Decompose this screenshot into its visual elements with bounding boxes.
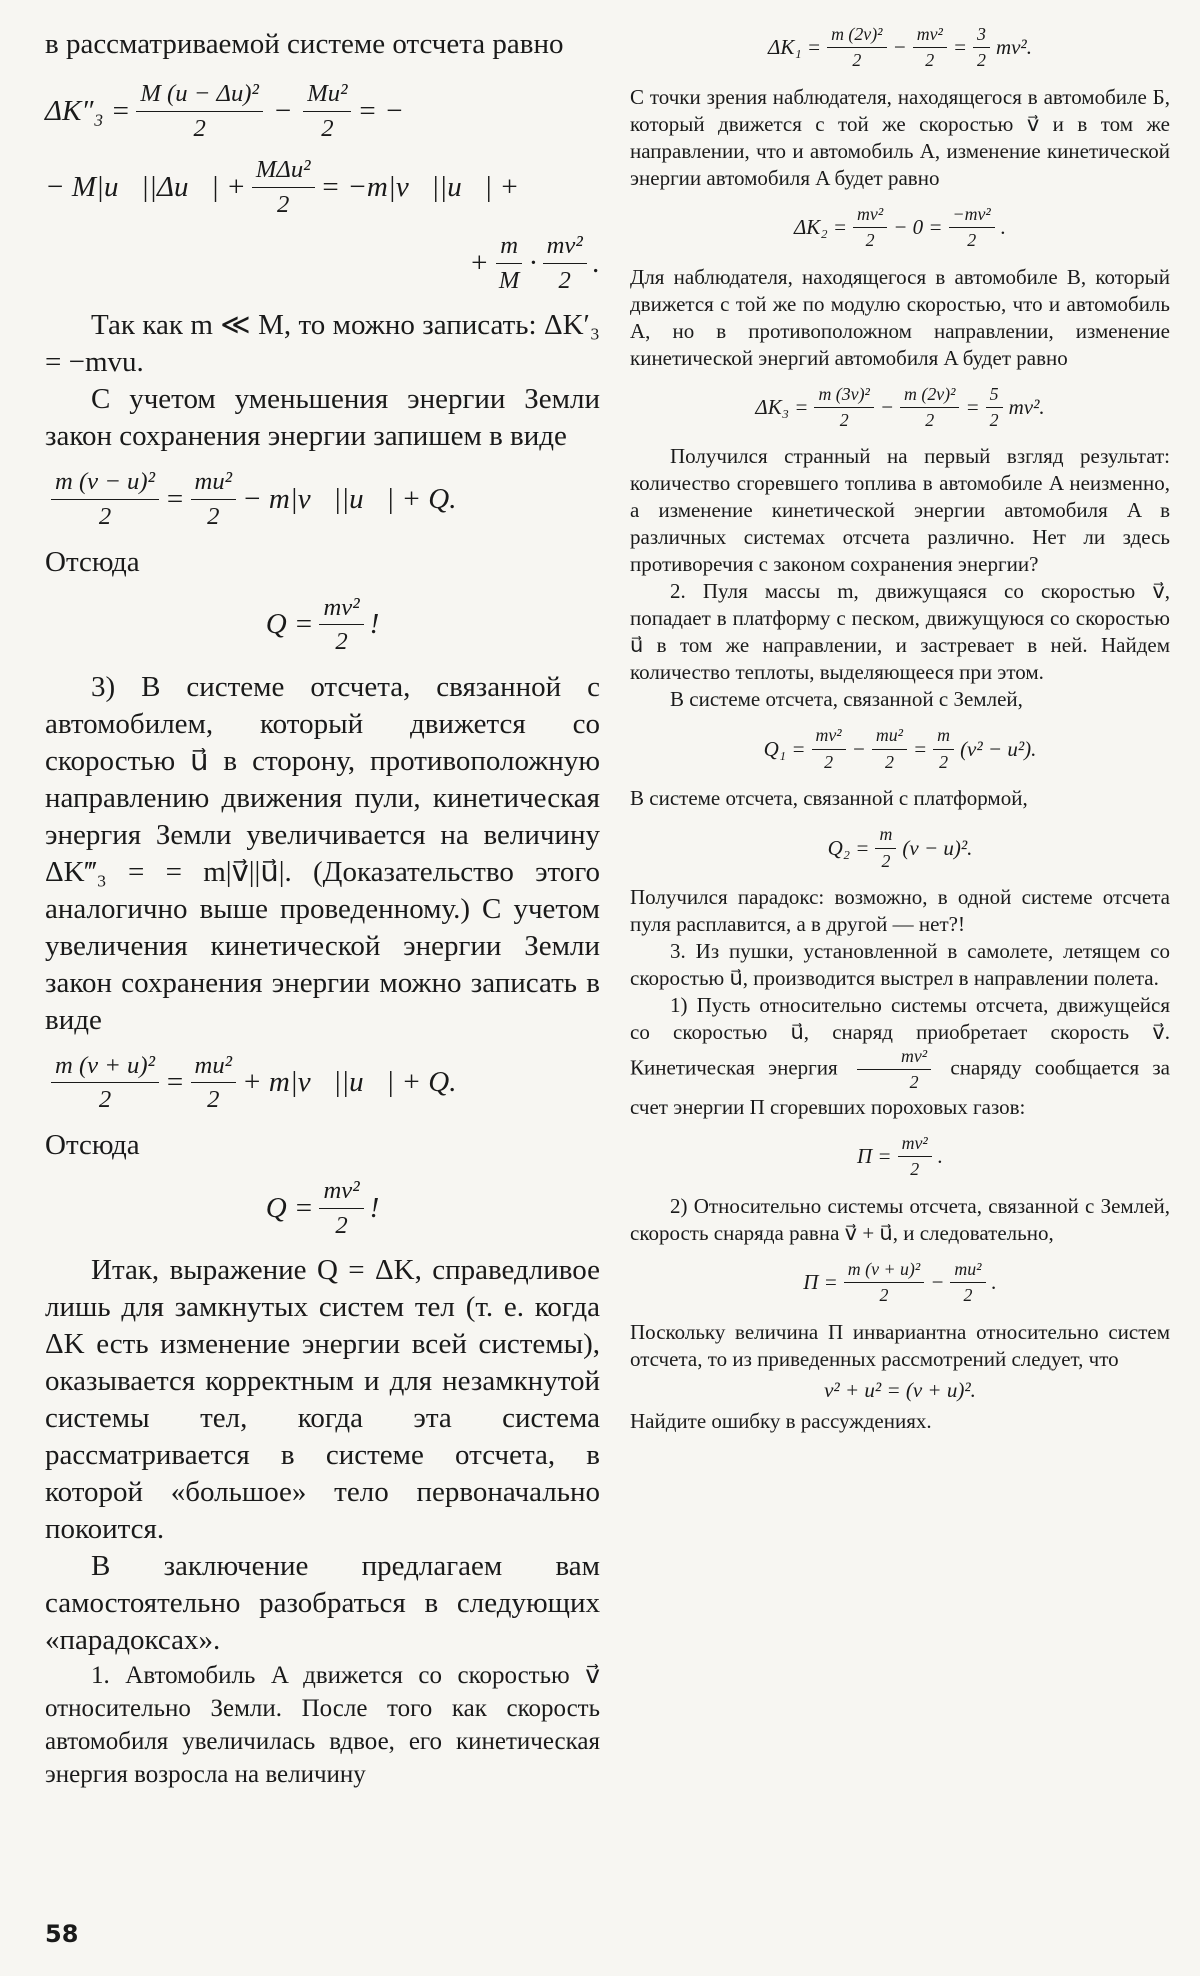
equation bbox=[45, 1176, 600, 1240]
numerator: mu² bbox=[191, 1051, 237, 1084]
fraction bbox=[252, 155, 315, 219]
denominator: 2 bbox=[909, 1072, 919, 1093]
denominator: 2 bbox=[824, 751, 834, 772]
denominator: 2 bbox=[925, 410, 935, 431]
eq-text: = bbox=[164, 483, 185, 516]
equation bbox=[630, 204, 1170, 252]
equation bbox=[45, 155, 600, 219]
denominator: 2 bbox=[884, 751, 894, 772]
fraction bbox=[913, 24, 947, 72]
eq-text: = − bbox=[357, 94, 404, 127]
paragraph: С учетом уменьшения энергии Земли закон сохранения энергии запишем в виде bbox=[45, 383, 600, 453]
numerator: mv² bbox=[543, 231, 587, 264]
denominator: 2 bbox=[865, 230, 875, 251]
text-span: 1) Пусть относительно системы отсчета, движущейся со скоростью u⃗, снаряд приобретает скорость v⃗. Кинетическая энергия bbox=[630, 993, 1170, 1080]
fraction bbox=[844, 1259, 924, 1307]
numerator: m (v + u)² bbox=[844, 1259, 924, 1283]
paragraph: 2. Пуля массы m, движущаяся со скоростью v⃗, попадает в платформу с песком, движущуюся со скоростью u⃗ в том же направлении, и застревает в ней. Найдем количество теплоты, выделяющееся при этом. bbox=[630, 579, 1170, 685]
eq-text: − m|v⃗||u⃗| + Q. bbox=[242, 483, 457, 516]
right-column bbox=[630, 0, 1170, 1435]
denominator: 2 bbox=[558, 266, 571, 294]
numerator: mv² bbox=[812, 725, 846, 749]
paragraph: 1. Автомобиль A движется со скоростью v⃗ относительно Земли. После того как скорость автомобиля увеличилась вдвое, его кинетическая энергия возросла на величину bbox=[45, 1662, 600, 1789]
fraction bbox=[853, 204, 887, 252]
eq-text: ΔK₂ = bbox=[793, 215, 848, 240]
eq-text: · bbox=[529, 246, 537, 279]
eq-text: mv². bbox=[1008, 395, 1045, 420]
eq-text: mv². bbox=[995, 35, 1032, 60]
fraction bbox=[812, 725, 846, 773]
numerator: m (2v)² bbox=[827, 24, 886, 48]
numerator: −mv² bbox=[949, 204, 995, 228]
paragraph: Получился парадокс: возможно, в одной системе отсчета пуля расплавится, а в другой — нет?! bbox=[630, 885, 1170, 937]
eq-text: . bbox=[991, 1270, 997, 1295]
denominator: 2 bbox=[852, 50, 862, 71]
fraction bbox=[827, 24, 886, 72]
eq-text: = bbox=[952, 35, 968, 60]
numerator: mv² bbox=[853, 204, 887, 228]
numerator: 3 bbox=[973, 24, 990, 48]
numerator: m (3v)² bbox=[814, 384, 873, 408]
denominator: M bbox=[498, 266, 520, 294]
denominator: 2 bbox=[967, 230, 977, 251]
fraction bbox=[973, 24, 990, 72]
eq-text: = bbox=[913, 736, 928, 761]
denominator: 2 bbox=[335, 1211, 348, 1239]
numerator: mu² bbox=[950, 1259, 985, 1283]
denominator: 2 bbox=[989, 410, 999, 431]
fraction bbox=[857, 1046, 931, 1094]
fraction bbox=[51, 467, 159, 531]
fraction bbox=[900, 384, 959, 432]
fraction bbox=[986, 384, 1003, 432]
numerator: mu² bbox=[872, 725, 907, 749]
denominator: 2 bbox=[963, 1285, 973, 1306]
eq-text: + m|v⃗||u⃗| + Q. bbox=[242, 1066, 457, 1099]
eq-text: Q₂ = bbox=[827, 835, 870, 860]
numerator: mv² bbox=[913, 24, 947, 48]
fraction bbox=[949, 204, 995, 252]
numerator: mv² bbox=[857, 1046, 931, 1070]
paragraph: Поскольку величина П инвариантна относительно систем отсчета, то из приведенных рассмотрений следует, что bbox=[630, 1319, 1170, 1371]
numerator: mv² bbox=[319, 593, 363, 626]
eq-text: . bbox=[937, 1144, 943, 1169]
fraction bbox=[51, 1051, 159, 1115]
paragraph: 2) Относительно системы отсчета, связанной с Землей, скорость снаряда равна v⃗ + u⃗, и следовательно, bbox=[630, 1193, 1170, 1245]
eq-text: ! bbox=[369, 608, 380, 641]
fraction bbox=[814, 384, 873, 432]
numerator: m (2v)² bbox=[900, 384, 959, 408]
eq-text: . bbox=[1000, 215, 1006, 240]
eq-text: Q = bbox=[265, 608, 314, 641]
fraction bbox=[543, 231, 587, 295]
denominator: 2 bbox=[98, 503, 112, 531]
eq-text: П = bbox=[803, 1270, 838, 1295]
fraction bbox=[191, 1051, 237, 1115]
numerator: mu² bbox=[191, 467, 237, 500]
paragraph: В системе отсчета, связанной с Землей, bbox=[670, 687, 1023, 712]
paragraph: в рассматриваемой системе отсчета равно bbox=[45, 28, 564, 60]
eq-text: − bbox=[892, 35, 907, 60]
denominator: 2 bbox=[910, 1159, 920, 1180]
eq-text: − bbox=[851, 736, 866, 761]
text-span: снаряду сообщается за счет энергии П сгоревших пороховых газов: bbox=[630, 1055, 1171, 1119]
denominator: 2 bbox=[939, 751, 949, 772]
equation bbox=[630, 384, 1170, 432]
fraction bbox=[191, 467, 237, 531]
eq-text: + bbox=[469, 246, 489, 279]
paragraph: 3) В системе отсчета, связанной с автомобилем, который движется со скоростью u⃗ в сторону, противоположную направлению движения пули, кинетическая энергия Земли увеличивается на величину ΔK‴₃ = = m|v⃗||u⃗|. (Доказательство этого аналогично выше проведенному.) С учетом увеличения кинетической энергии Земли закон сохранения энергии можно записать в виде bbox=[45, 670, 600, 1036]
equation bbox=[630, 24, 1170, 72]
paragraph: Для наблюдателя, находящегося в автомобиле B, который движется с той же по модулю скоростью, что и автомобиль A, но в противоположном направлении, изменение кинетической энергий автомобиля A будет равно bbox=[630, 264, 1170, 370]
denominator: 2 bbox=[335, 628, 348, 656]
numerator: MΔu² bbox=[252, 155, 315, 188]
eq-text: = bbox=[965, 395, 980, 420]
numerator: m (v + u)² bbox=[51, 1051, 159, 1084]
denominator: 2 bbox=[881, 850, 891, 871]
numerator: mv² bbox=[898, 1133, 932, 1157]
fraction bbox=[319, 593, 363, 657]
equation bbox=[45, 467, 600, 531]
numerator: m (v − u)² bbox=[51, 467, 159, 500]
fraction bbox=[898, 1133, 932, 1181]
numerator: m bbox=[875, 824, 896, 848]
fraction bbox=[303, 79, 351, 143]
fraction bbox=[950, 1259, 985, 1307]
paragraph: Отсюда bbox=[45, 545, 140, 578]
denominator: 2 bbox=[321, 114, 334, 142]
paragraph: Так как m ≪ M, то можно записать: ΔK′₃ = −mvu. bbox=[45, 309, 600, 379]
equation: v² + u² = (v + u)². bbox=[824, 1377, 976, 1402]
denominator: 2 bbox=[839, 410, 849, 431]
denominator: 2 bbox=[207, 1086, 220, 1114]
eq-text: Q = bbox=[265, 1191, 314, 1224]
numerator: M (u − Δu)² bbox=[136, 79, 263, 112]
fraction bbox=[872, 725, 907, 773]
eq-text: = bbox=[164, 1066, 185, 1099]
paragraph: В системе отсчета, связанной с платформой, bbox=[630, 786, 1028, 811]
eq-text: ΔK₃ = bbox=[755, 395, 809, 420]
fraction bbox=[875, 824, 896, 872]
equation bbox=[630, 1259, 1170, 1307]
eq-text: ΔK₁ = bbox=[768, 35, 822, 60]
fraction bbox=[933, 725, 954, 773]
eq-text: . bbox=[592, 246, 600, 279]
fraction bbox=[319, 1176, 363, 1240]
paragraph bbox=[630, 992, 1170, 1121]
paragraph: Отсюда bbox=[45, 1128, 140, 1161]
numerator: Mu² bbox=[303, 79, 351, 112]
equation bbox=[630, 1133, 1170, 1181]
paragraph: В заключение предлагаем вам самостоятельно разобраться в следующих «парадоксах». bbox=[45, 1550, 600, 1657]
denominator: 2 bbox=[207, 503, 220, 531]
eq-text: − 0 = bbox=[893, 215, 943, 240]
denominator: 2 bbox=[98, 1086, 112, 1114]
paragraph: 3. Из пушки, установленной в самолете, летящем со скоростью u⃗, производится выстрел в направлении полета. bbox=[630, 939, 1170, 991]
paragraph: Получился странный на первый взгляд результат: количество сгоревшего топлива в автомобиле A неизменно, а изменение кинетической энергии автомобиля A в различных системах отсчета различно. Нет ли здесь противоречия с законом сохранения энергии? bbox=[630, 444, 1170, 577]
paragraph: Итак, выражение Q = ΔK, справедливое лишь для замкнутых систем тел (т. е. когда ΔK есть изменение энергии всей системы), оказывается корректным и для незамкнутой системы тел, когда эта система рассматривается в системе отсчета, в которой «большое» тело первоначально покоится. bbox=[45, 1254, 600, 1546]
equation bbox=[630, 725, 1170, 773]
denominator: 2 bbox=[277, 190, 290, 218]
eq-text: (v − u)². bbox=[902, 835, 973, 860]
denominator: 2 bbox=[977, 50, 986, 71]
eq-text: ΔK″₃ = bbox=[45, 94, 131, 127]
numerator: 5 bbox=[986, 384, 1003, 408]
paragraph: Найдите ошибку в рассуждениях. bbox=[630, 1408, 932, 1433]
eq-text: − bbox=[930, 1270, 945, 1295]
fraction bbox=[495, 231, 524, 295]
equation: ΔK″₃ = $\frac{\text{M (u − Δu)²}}{2}$ − $\frac{\text{Mu²}}{2}$ = − bbox=[45, 80, 404, 142]
denominator: 2 bbox=[925, 50, 935, 71]
eq-text: П = bbox=[857, 1144, 892, 1169]
eq-text: ! bbox=[369, 1191, 380, 1224]
equation bbox=[45, 1051, 600, 1115]
eq-text: − bbox=[879, 395, 895, 420]
numerator: m bbox=[496, 231, 522, 264]
denominator: 2 bbox=[193, 114, 206, 142]
equation bbox=[630, 824, 1170, 872]
equation bbox=[45, 231, 600, 295]
numerator: mv² bbox=[319, 1176, 363, 1209]
eq-text: Q₁ = bbox=[763, 736, 806, 761]
denominator: 2 bbox=[879, 1285, 889, 1306]
eq-text: (v² − u²). bbox=[960, 736, 1037, 761]
equation bbox=[45, 593, 600, 657]
paragraph: С точки зрения наблюдателя, находящегося в автомобиле Б, который движется с той же скоростью v⃗ и в том же направлении, что и автомобиль A, изменение кинетической энергии автомобиля A будет равно bbox=[630, 84, 1170, 190]
fraction bbox=[136, 79, 263, 143]
numerator: m bbox=[933, 725, 954, 749]
eq-text: = −m|v⃗||u⃗| + bbox=[320, 170, 520, 203]
page-number: 58 bbox=[45, 1920, 79, 1948]
left-column bbox=[45, 0, 600, 1791]
eq-text: − M|u⃗||Δu⃗| + bbox=[45, 170, 246, 203]
